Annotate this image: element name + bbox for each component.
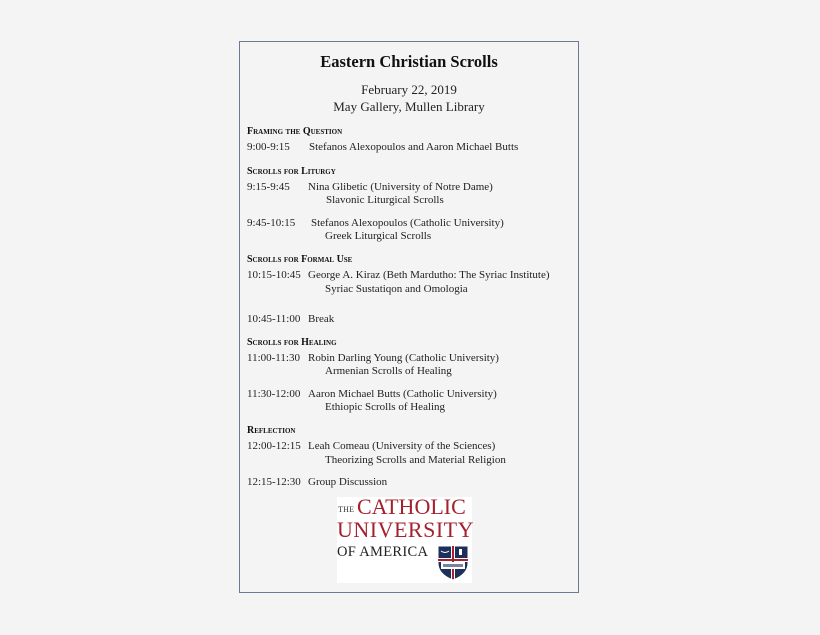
section-heading: Scrolls for Healing: [247, 337, 337, 348]
talk-title: Syriac Sustatiqon and Omologia: [325, 283, 468, 295]
talk-title: Armenian Scrolls of Healing: [325, 365, 452, 377]
schedule-row: [247, 181, 493, 193]
time-slot: 9:15-9:45: [247, 181, 290, 193]
program-page: [239, 41, 579, 593]
time-slot: 9:45-10:15: [247, 217, 296, 229]
schedule-row: [247, 476, 387, 488]
talk-title: Theorizing Scrolls and Material Religion: [325, 454, 506, 466]
speaker: Leah Comeau (University of the Sciences): [308, 440, 496, 452]
university-shield-icon: [437, 545, 469, 581]
schedule-row: [247, 440, 495, 452]
talk-title: Ethiopic Scrolls of Healing: [325, 401, 446, 413]
logo-line-catholic: CATHOLIC: [357, 494, 466, 519]
page-title: Eastern Christian Scrolls: [320, 52, 498, 71]
speaker: Stefanos Alexopoulos and Aaron Michael Butts: [309, 141, 519, 153]
schedule-row: [247, 388, 497, 400]
logo-the: THE: [338, 505, 355, 514]
section-heading: Reflection: [247, 425, 296, 436]
talk-title: Slavonic Liturgical Scrolls: [326, 194, 444, 206]
speaker: Robin Darling Young (Catholic University): [308, 352, 499, 364]
logo-line-of-america: OF AMERICA: [337, 544, 429, 560]
speaker: Group Discussion: [308, 476, 388, 488]
time-slot: 12:00-12:15: [247, 440, 301, 452]
university-logo: [337, 494, 474, 583]
section-heading: Framing the Question: [247, 126, 343, 137]
schedule-row: [247, 313, 334, 325]
time-slot: 10:45-11:00: [247, 313, 301, 325]
speaker: Stefanos Alexopoulos (Catholic University): [311, 217, 504, 229]
section-heading: Scrolls for Liturgy: [247, 166, 336, 177]
time-slot: 12:15-12:30: [247, 476, 301, 488]
time-slot: 11:00-11:30: [247, 352, 300, 364]
event-date: February 22, 2019: [361, 82, 457, 97]
time-slot: 11:30-12:00: [247, 388, 301, 400]
event-location: May Gallery, Mullen Library: [333, 99, 485, 114]
section-heading: Scrolls for Formal Use: [247, 254, 353, 265]
schedule-row: [247, 269, 550, 281]
time-slot: 9:00-9:15: [247, 141, 290, 153]
speaker: George A. Kiraz (Beth Mardutho: The Syriac Institute): [308, 269, 550, 281]
speaker: Nina Glibetic (University of Notre Dame): [308, 181, 493, 193]
speaker: Break: [308, 313, 335, 325]
schedule-row: [247, 352, 499, 364]
schedule-row: [247, 141, 518, 153]
talk-title: Greek Liturgical Scrolls: [325, 230, 432, 242]
time-slot: 10:15-10:45: [247, 269, 301, 281]
schedule-row: [247, 217, 504, 229]
logo-line-university: UNIVERSITY: [337, 517, 474, 542]
speaker: Aaron Michael Butts (Catholic University): [308, 388, 497, 400]
